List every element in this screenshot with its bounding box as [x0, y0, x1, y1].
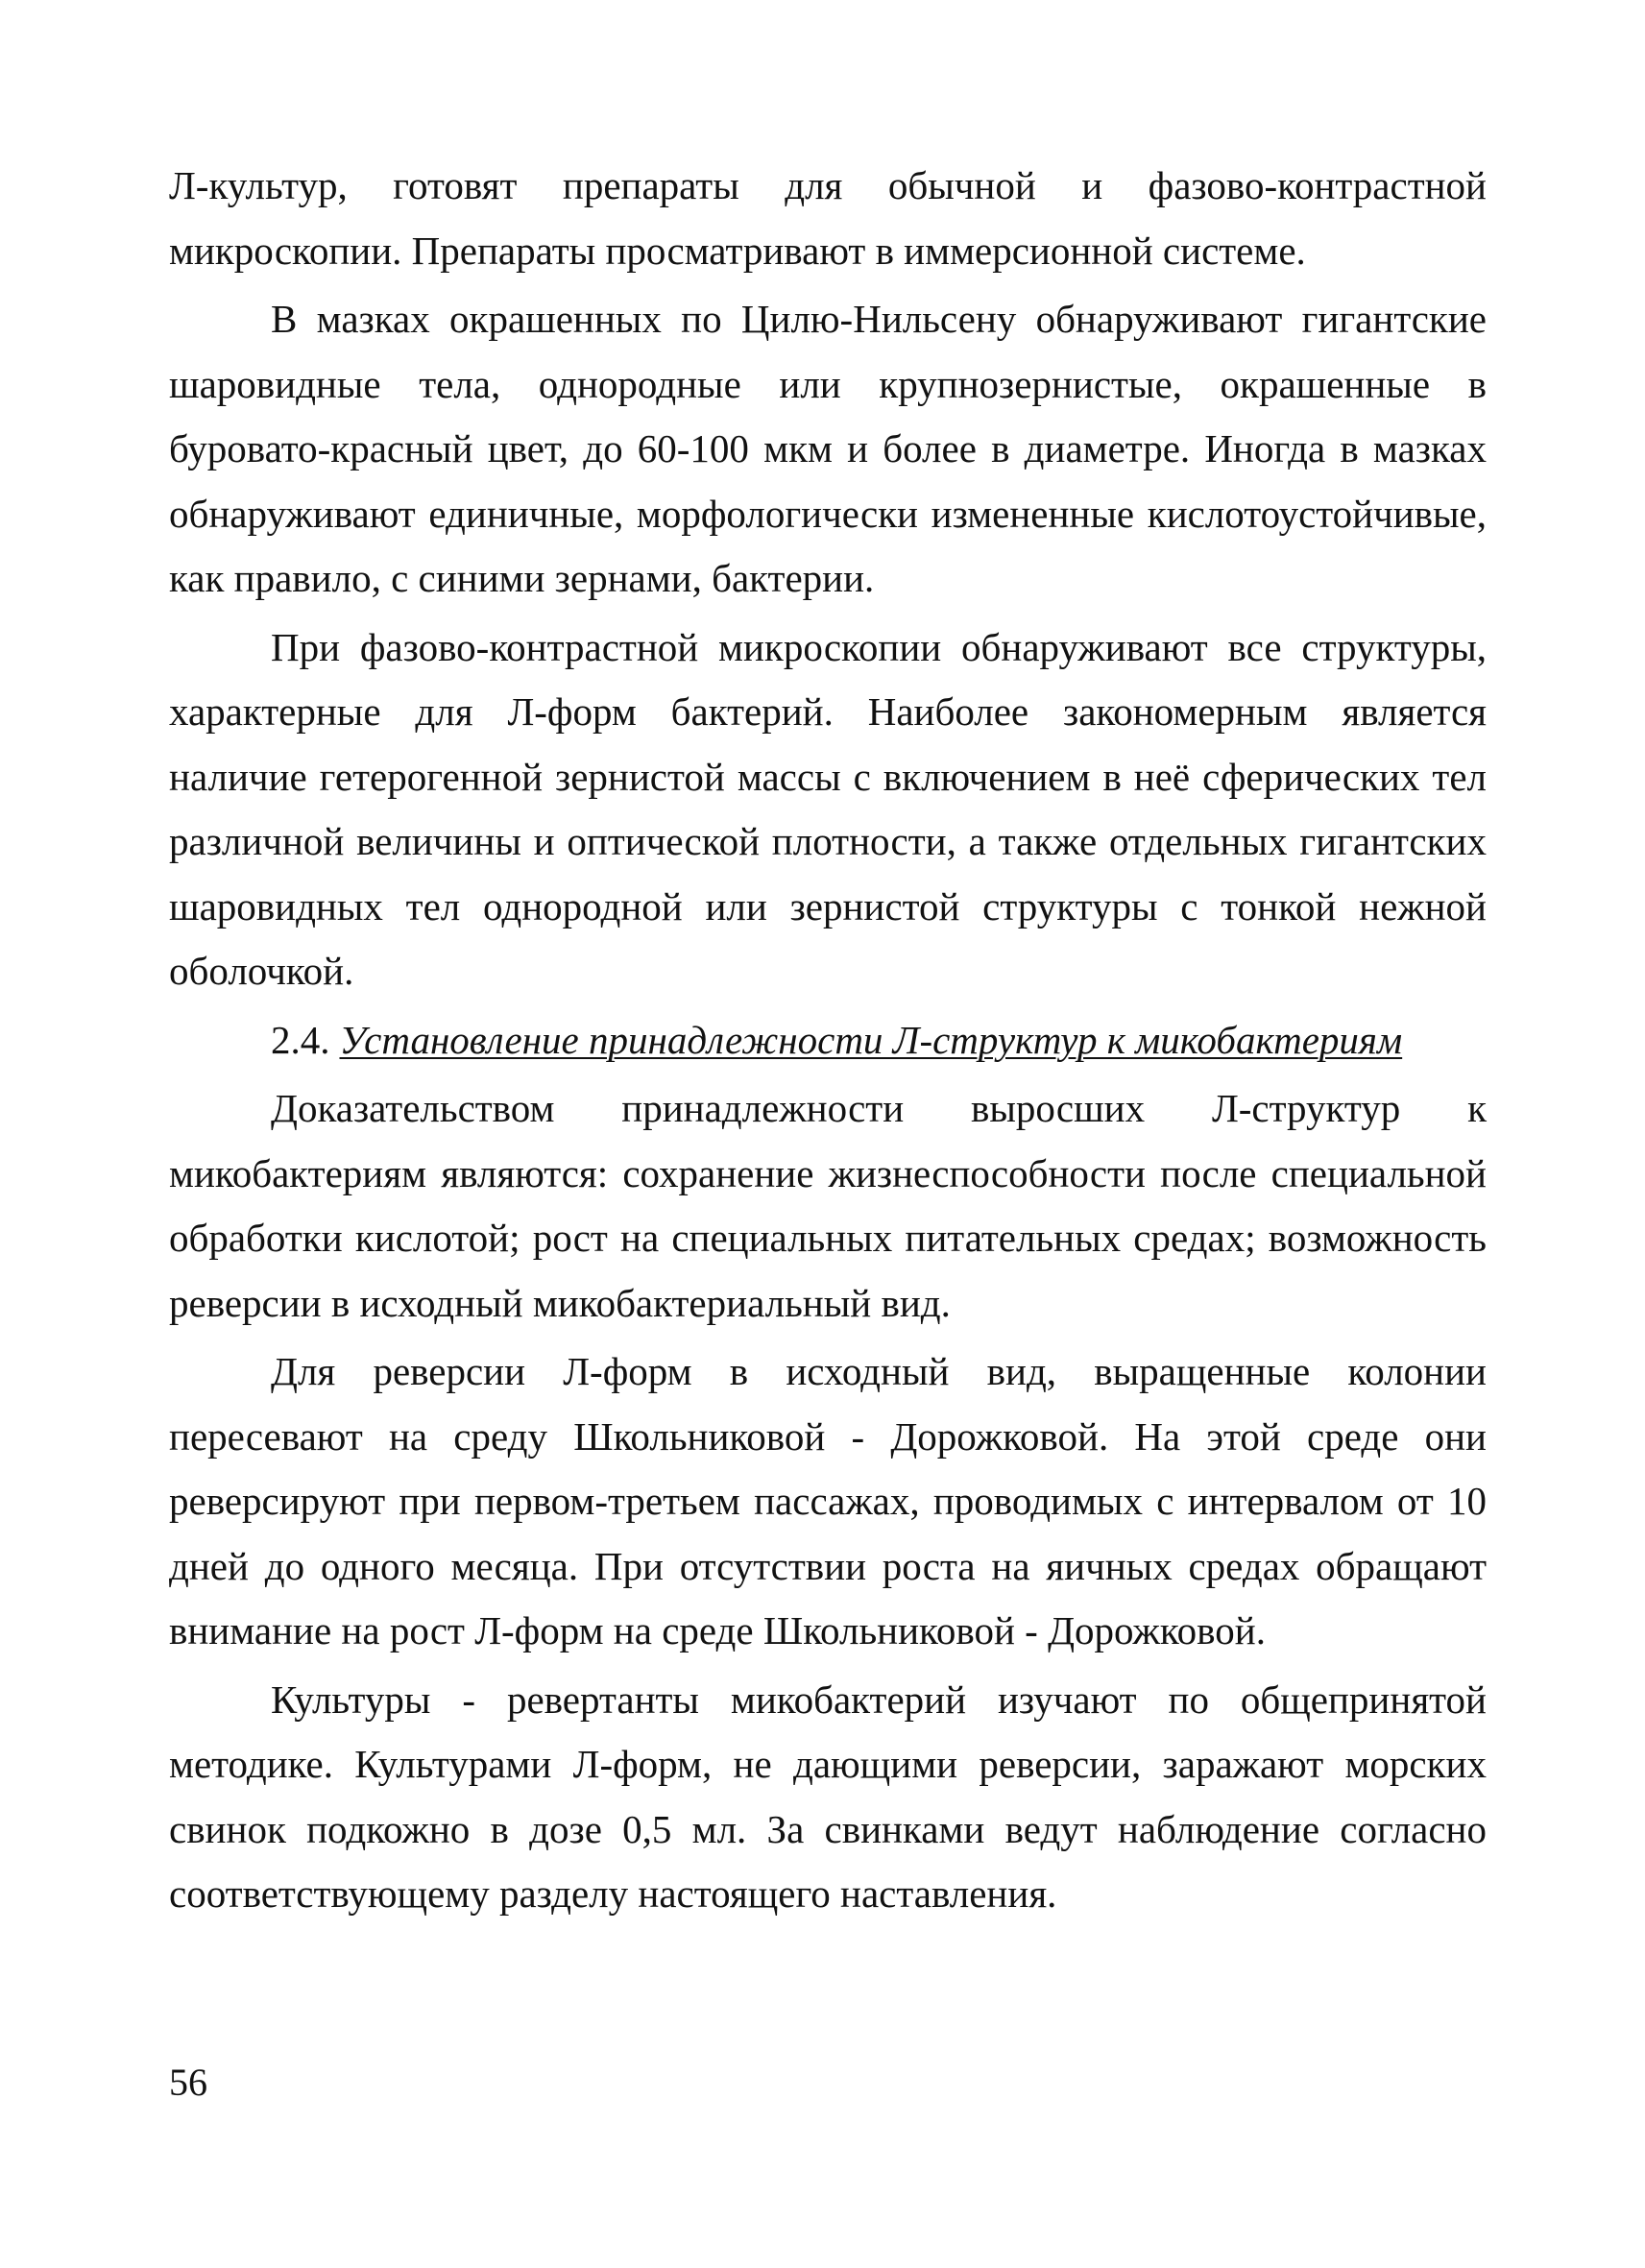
section-number: 2.4.	[271, 1017, 330, 1062]
paragraph-evidence: Доказательством принадлежности выросших Л-структур к микобактериям являются: сохранение жизнеспособности после специальной обработки кислотой; рост на специальных питательных средах; возможность реверсии в исходный микобактериальный вид.	[169, 1086, 1487, 1325]
paragraph-continuation: Л-культур, готовят препараты для обычной и фазово-контрастной микроскопии. Препараты просматривают в иммерсионной системе.	[169, 163, 1487, 273]
section-title: Установление принадлежности Л-структур к микобактериям	[339, 1017, 1403, 1062]
paragraph-revertants: Культуры - ревертанты микобактерий изучают по общепринятой методике. Культурами Л-форм, не дающими реверсии, заражают морских свинок подкожно в дозе 0,5 мл. За свинками ведут наблюдение согласно соответствующему разделу настоящего наставления.	[169, 1677, 1487, 1916]
body-text	[169, 154, 1487, 1931]
paragraph-reversion: Для реверсии Л-форм в исходный вид, выращенные колонии пересевают на среду Школьниковой - Дорожковой. На этой среде они реверсируют при первом-третьем пассажах, проводимых с интервалом от 10 дней до одного месяца. При отсутствии роста на яичных средах обращают внимание на рост Л-форм на среде Школьниковой - Дорожковой.	[169, 1349, 1487, 1653]
paragraph-phase-contrast: При фазово-контрастной микроскопии обнаруживают все структуры, характерные для Л-форм бактерий. Наиболее закономерным является наличие гетерогенной зернистой массы с включением в неё сферических тел различной величины и оптической плотности, а также отдельных гигантских шаровидных тел однородной или зернистой структуры с тонкой нежной оболочкой.	[169, 624, 1487, 993]
paragraph-ziehl-neelsen: В мазках окрашенных по Цилю-Нильсену обнаруживают гигантские шаровидные тела, однородные или крупнозернистые, окрашенные в буровато-красный цвет, до 60-100 мкм и более в диаметре. Иногда в мазках обнаруживают единичные, морфологически измененные кислотоустойчивые, как правило, с синими зернами, бактерии.	[169, 297, 1487, 600]
page-number: 56	[169, 2061, 207, 2104]
section-heading	[169, 1008, 1487, 1074]
